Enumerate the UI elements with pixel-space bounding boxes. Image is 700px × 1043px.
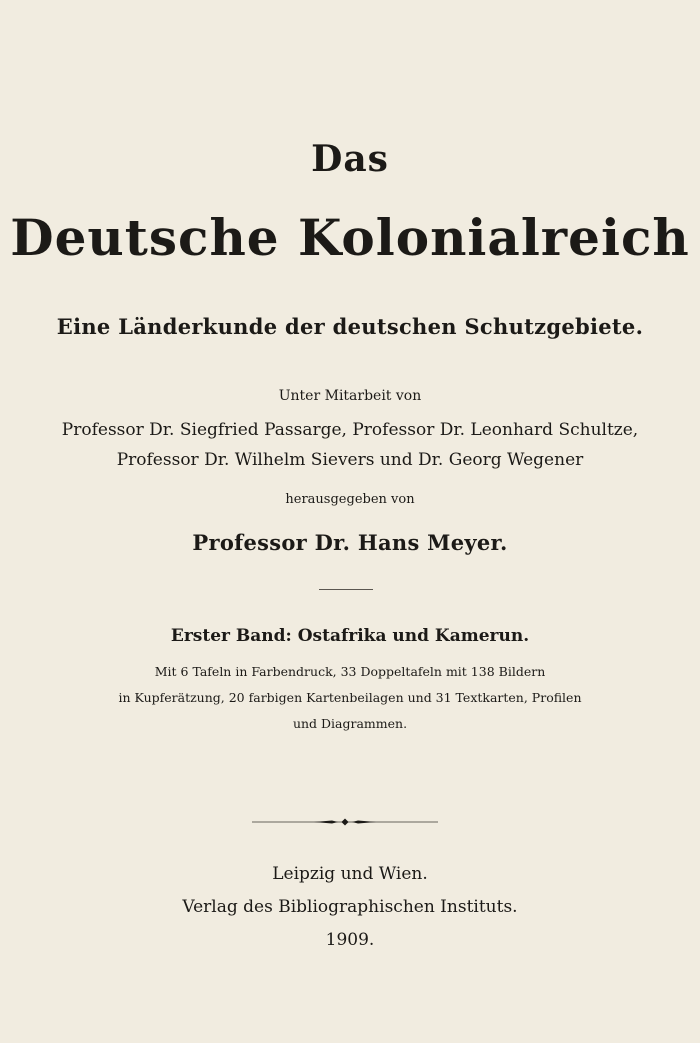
publication-place: Leipzig und Wien. xyxy=(272,864,428,884)
description-line-3: und Diagrammen. xyxy=(292,716,408,731)
publication-year: 1909. xyxy=(325,930,375,950)
authors-line-2: Professor Dr. Wilhelm Sievers und Dr. Georg Wegener xyxy=(116,450,584,470)
volume-title: Erster Band: Ostafrika und Kamerun. xyxy=(170,626,530,646)
editor-name: Professor Dr. Hans Meyer. xyxy=(192,530,508,555)
title-small: Das xyxy=(311,138,389,180)
description-line-1: Mit 6 Tafeln in Farbendruck, 33 Doppeltafeln mit 138 Bildern xyxy=(154,664,546,679)
subtitle: Eine Länderkunde der deutschen Schutzgebiete. xyxy=(56,314,644,339)
publisher: Verlag des Bibliographischen Instituts. xyxy=(182,897,518,917)
divider-rule xyxy=(319,589,373,590)
authors-line-1: Professor Dr. Siegfried Passarge, Professor Dr. Leonhard Schultze, xyxy=(61,420,639,440)
editor-intro: herausgegeben von xyxy=(285,492,415,507)
collaboration-intro: Unter Mitarbeit von xyxy=(278,388,422,404)
description-line-2: in Kupferätzung, 20 farbigen Kartenbeilagen und 31 Textkarten, Profilen xyxy=(118,690,582,705)
book-title: Deutsche Kolonialreich xyxy=(10,208,690,267)
ornament-rule xyxy=(252,814,438,830)
